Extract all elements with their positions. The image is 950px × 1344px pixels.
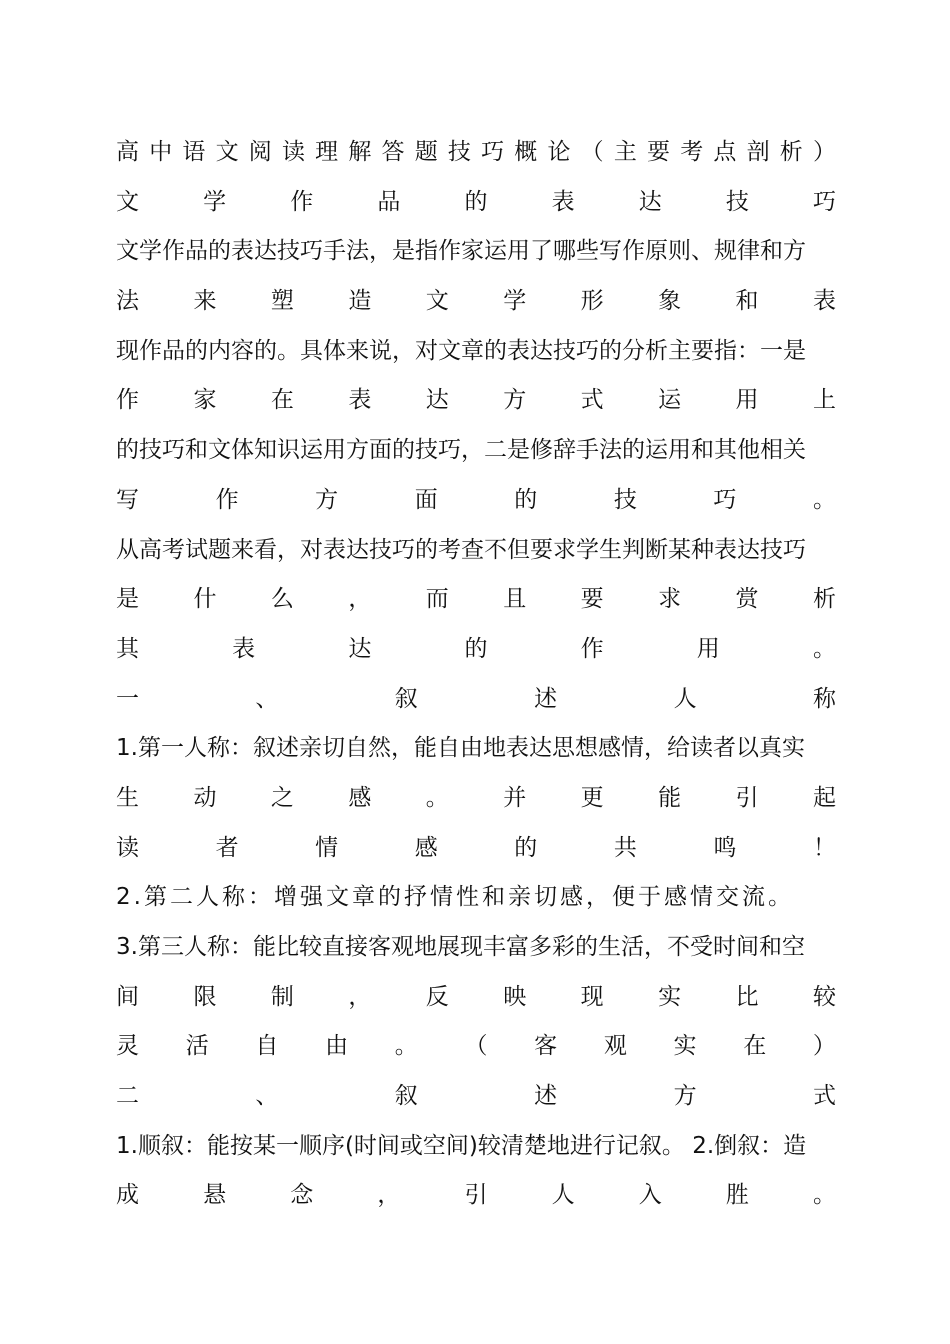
section-heading-narrative-person	[116, 675, 836, 725]
glyph: 成	[116, 1182, 139, 1209]
glyph: 引	[735, 784, 759, 811]
glyph: 情	[315, 834, 339, 861]
glyph: 实	[658, 983, 682, 1010]
text-line: 的技巧和文体知识运用方面的技巧，二是修辞手法的运用和其他相关	[116, 437, 806, 464]
glyph: 方	[673, 1083, 697, 1110]
glyph: 点	[713, 139, 737, 165]
glyph: 作	[580, 635, 604, 662]
text-line	[116, 376, 836, 426]
glyph: 表	[232, 635, 256, 662]
glyph: 什	[193, 586, 217, 613]
glyph: 较	[812, 983, 836, 1010]
glyph: 巧	[813, 188, 836, 215]
glyph: 塑	[270, 288, 294, 315]
glyph: 阅	[248, 139, 272, 165]
glyph: 中	[149, 139, 173, 165]
glyph: 述	[534, 685, 558, 712]
glyph: 更	[580, 784, 604, 811]
glyph: 是	[116, 586, 139, 613]
section-heading-narrative-method	[116, 1072, 836, 1122]
glyph: 由	[325, 1033, 349, 1060]
glyph: 二	[116, 1083, 139, 1110]
glyph: 表	[551, 188, 575, 215]
glyph: 之	[270, 784, 294, 811]
glyph: 上	[812, 387, 836, 414]
glyph: 文	[215, 139, 239, 165]
glyph: 共	[613, 834, 637, 861]
glyph: 析	[779, 139, 803, 165]
glyph: 象	[658, 288, 682, 315]
glyph: 观	[603, 1033, 627, 1060]
glyph: （	[464, 1033, 488, 1060]
glyph: ，	[348, 586, 372, 613]
glyph: 写	[116, 486, 139, 513]
glyph: 客	[534, 1033, 558, 1060]
glyph: 要	[647, 139, 670, 165]
glyph: 用	[696, 635, 720, 662]
glyph: 运	[658, 387, 682, 414]
glyph: 概	[514, 139, 538, 165]
glyph: 。	[813, 1182, 836, 1209]
glyph: 、	[255, 685, 279, 712]
glyph: 和	[735, 288, 759, 315]
text-line: 从高考试题来看，对表达技巧的考查不但要求学生判断某种表达技巧	[116, 536, 806, 563]
glyph: 文	[425, 288, 449, 315]
glyph: 巧	[713, 486, 737, 513]
text-line: 现作品的内容的。具体来说，对文章的表达技巧的分析主要指：一是	[116, 337, 806, 364]
glyph: 悬	[203, 1182, 227, 1209]
glyph: 考	[680, 139, 704, 165]
glyph: 高	[116, 139, 139, 165]
glyph: 动	[193, 784, 217, 811]
glyph: 人	[673, 685, 697, 712]
glyph: 现	[580, 983, 604, 1010]
glyph: 入	[638, 1182, 662, 1209]
section-heading-expression-techniques	[116, 178, 836, 228]
glyph: 赏	[735, 586, 759, 613]
glyph: 技	[447, 139, 471, 165]
text-line	[116, 1022, 836, 1072]
glyph: 生	[116, 784, 139, 811]
glyph: 制	[270, 983, 294, 1010]
glyph: 。	[425, 784, 449, 811]
glyph: 作	[215, 486, 239, 513]
glyph: 品	[377, 188, 401, 215]
glyph: 的	[464, 635, 488, 662]
glyph: 达	[348, 635, 372, 662]
glyph: 学	[203, 188, 227, 215]
glyph: 主	[613, 139, 637, 165]
glyph: 用	[735, 387, 759, 414]
glyph: 语	[182, 139, 206, 165]
text-line: 1.第一人称：叙述亲切自然，能自由地表达思想感情，给读者以真实	[116, 735, 805, 762]
glyph: （	[580, 139, 604, 165]
glyph: 者	[215, 834, 239, 861]
glyph: 技	[613, 486, 637, 513]
text-line	[116, 476, 836, 526]
text-line	[116, 625, 836, 675]
glyph: 解	[348, 139, 372, 165]
glyph: 。	[394, 1033, 418, 1060]
glyph: 述	[534, 1083, 558, 1110]
glyph: 反	[425, 983, 449, 1010]
glyph: 技	[725, 188, 749, 215]
glyph: 读	[116, 834, 139, 861]
glyph: 引	[464, 1182, 488, 1209]
glyph: ，	[377, 1182, 401, 1209]
glyph: 表	[348, 387, 372, 414]
glyph: 法	[116, 288, 139, 315]
glyph: 么	[270, 586, 294, 613]
glyph: 实	[673, 1033, 697, 1060]
glyph: 一	[116, 685, 139, 712]
glyph: 文	[116, 188, 139, 215]
text-line: 2.第二人称：增强文章的抒情性和亲切感，便于感情交流。	[116, 884, 794, 911]
glyph: 方	[315, 486, 339, 513]
text-line: 1.顺叙：能按某一顺序(时间或空间)较清楚地进行记叙。 2.倒叙：造	[116, 1132, 807, 1159]
glyph: 且	[503, 586, 527, 613]
glyph: 式	[812, 1083, 836, 1110]
glyph: 来	[193, 288, 217, 315]
glyph: 并	[503, 784, 527, 811]
glyph: 。	[812, 486, 836, 513]
glyph: 而	[425, 586, 449, 613]
glyph: 巧	[481, 139, 505, 165]
glyph: 要	[580, 586, 604, 613]
glyph: 自	[255, 1033, 279, 1060]
glyph: 限	[193, 983, 217, 1010]
text-line	[116, 575, 836, 625]
glyph: 达	[638, 188, 662, 215]
glyph: 人	[551, 1182, 575, 1209]
glyph: 、	[255, 1083, 279, 1110]
text-line	[116, 1171, 836, 1221]
text-line	[116, 774, 836, 824]
glyph: 其	[116, 635, 139, 662]
text-line	[116, 824, 836, 874]
text-line: 文学作品的表达技巧手法，是指作家运用了哪些写作原则、规律和方	[116, 238, 806, 265]
glyph: 题	[414, 139, 438, 165]
glyph: 方	[503, 387, 527, 414]
glyph: ！	[812, 834, 836, 861]
glyph: 叙	[394, 685, 418, 712]
doc-title	[116, 128, 836, 178]
glyph: 答	[381, 139, 405, 165]
glyph: 学	[503, 288, 527, 315]
glyph: 表	[812, 288, 836, 315]
glyph: 求	[658, 586, 682, 613]
glyph: 作	[290, 188, 314, 215]
glyph: 起	[812, 784, 836, 811]
text-line	[116, 277, 836, 327]
glyph: 读	[281, 139, 305, 165]
glyph: 映	[503, 983, 527, 1010]
glyph: 论	[547, 139, 571, 165]
glyph: 达	[425, 387, 449, 414]
glyph: 形	[580, 288, 604, 315]
glyph: 式	[580, 387, 604, 414]
glyph: 作	[116, 387, 139, 414]
glyph: 胜	[725, 1182, 749, 1209]
glyph: ，	[348, 983, 372, 1010]
glyph: 析	[812, 586, 836, 613]
glyph: 叙	[394, 1083, 418, 1110]
glyph: 比	[735, 983, 759, 1010]
text-line: 3.第三人称：能比较直接客观地展现丰富多彩的生活，不受时间和空	[116, 934, 805, 960]
glyph: 家	[193, 387, 217, 414]
glyph: 的	[514, 834, 538, 861]
glyph: 感	[348, 784, 372, 811]
glyph: 间	[116, 983, 139, 1010]
glyph: 的	[464, 188, 488, 215]
glyph: 。	[812, 635, 836, 662]
glyph: 念	[290, 1182, 314, 1209]
glyph: 感	[414, 834, 438, 861]
glyph: 在	[743, 1033, 767, 1060]
glyph: 能	[658, 784, 682, 811]
glyph: 剖	[746, 139, 770, 165]
glyph: ）	[812, 1033, 836, 1060]
glyph: 称	[812, 685, 836, 712]
glyph: 面	[414, 486, 438, 513]
glyph: 造	[348, 288, 372, 315]
glyph: 在	[270, 387, 294, 414]
glyph: 理	[315, 139, 339, 165]
glyph: 活	[185, 1033, 209, 1060]
glyph: 灵	[116, 1033, 139, 1060]
glyph: ）	[812, 139, 836, 165]
text-line	[116, 973, 836, 1023]
glyph: 鸣	[713, 834, 737, 861]
glyph: 的	[514, 486, 538, 513]
document-body	[116, 128, 836, 1221]
